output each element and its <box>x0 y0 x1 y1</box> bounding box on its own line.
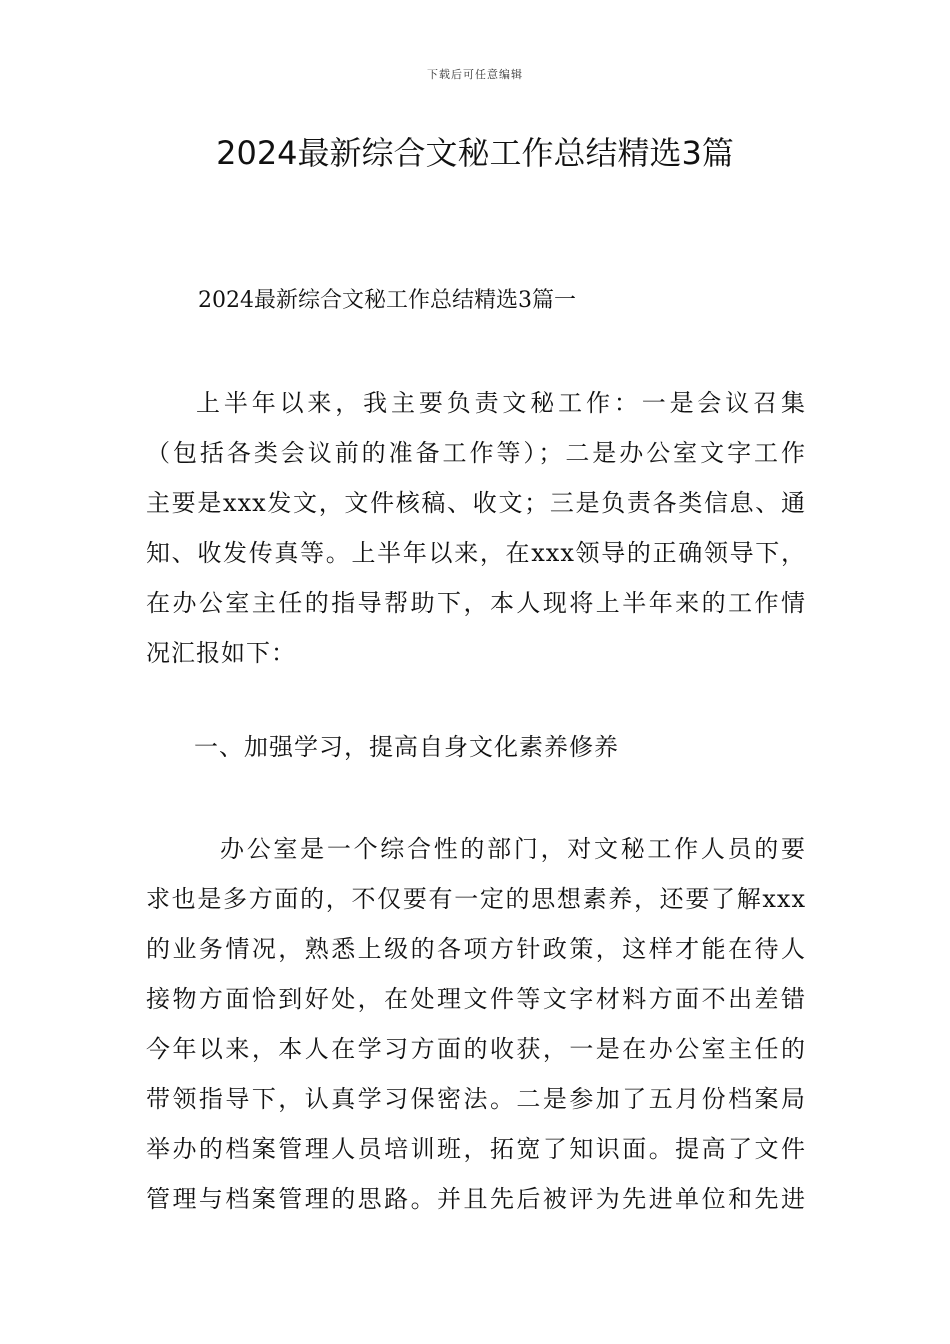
paragraph-line: 况汇报如下： <box>146 639 296 667</box>
section-subtitle: 2024最新综合文秘工作总结精选3篇一 <box>198 288 576 313</box>
paragraph-line: 上半年以来，我主要负责文秘工作：一是会议召集 <box>196 389 806 417</box>
header-note: 下载后可任意编辑 <box>427 68 523 81</box>
paragraph-intro <box>146 378 806 678</box>
section-heading: 一、加强学习，提高自身文化素养修养 <box>194 733 619 761</box>
paragraph-line: 办公室是一个综合性的部门，对文秘工作人员的要 <box>220 835 806 863</box>
paragraph-line: （包括各类会议前的准备工作等）；二是办公室文字工作 <box>146 439 806 467</box>
paragraph-line: 主要是xxx发文，文件核稿、收文；三是负责各类信息、通 <box>146 489 806 517</box>
document-title: 2024最新综合文秘工作总结精选3篇 <box>216 134 734 172</box>
paragraph-line: 求也是多方面的，不仅要有一定的思想素养，还要了解xxx <box>146 885 806 913</box>
paragraph-line: 带领指导下，认真学习保密法。二是参加了五月份档案局 <box>146 1085 806 1113</box>
paragraph-line: 接物方面恰到好处，在处理文件等文字材料方面不出差错 <box>146 985 806 1013</box>
paragraph-line: 举办的档案管理人员培训班，拓宽了知识面。提高了文件 <box>146 1135 806 1163</box>
paragraph-line: 今年以来，本人在学习方面的收获，一是在办公室主任的 <box>146 1035 806 1063</box>
paragraph-study <box>146 824 806 1224</box>
paragraph-line: 的业务情况，熟悉上级的各项方针政策，这样才能在待人 <box>146 935 806 963</box>
paragraph-line: 知、收发传真等。上半年以来，在xxx领导的正确领导下， <box>146 539 806 567</box>
paragraph-line: 管理与档案管理的思路。并且先后被评为先进单位和先进 <box>146 1185 806 1213</box>
paragraph-line: 在办公室主任的指导帮助下，本人现将上半年来的工作情 <box>146 589 806 617</box>
